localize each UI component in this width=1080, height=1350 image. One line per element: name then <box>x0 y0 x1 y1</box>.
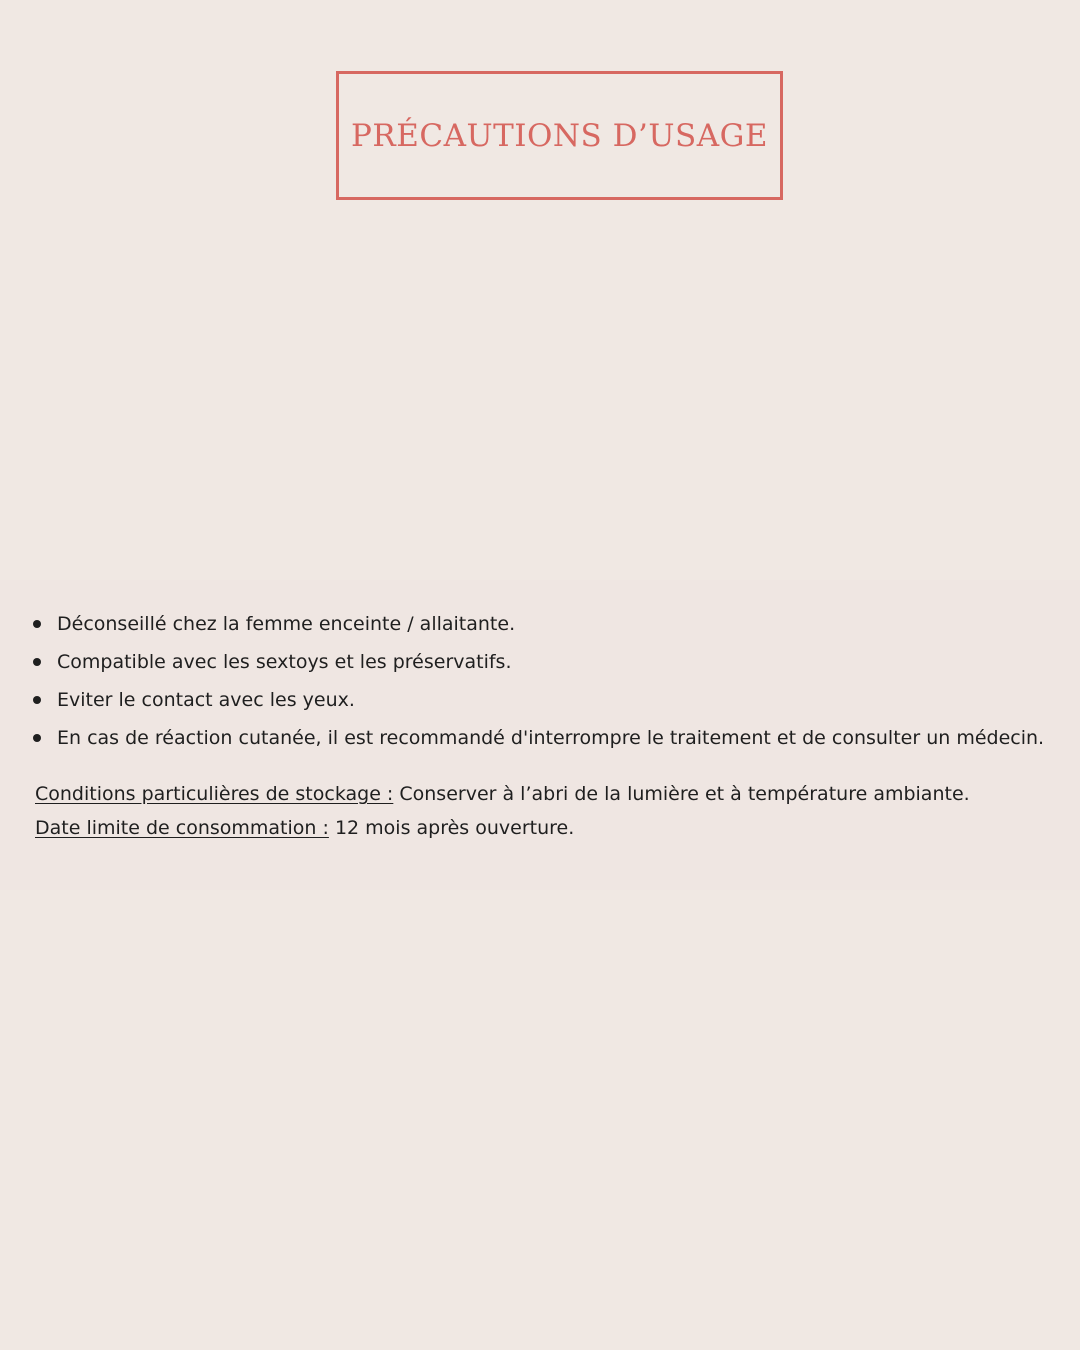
storage-info <box>35 777 970 845</box>
list-item-text: Eviter le contact avec les yeux. <box>57 689 355 711</box>
bullet-icon <box>33 696 41 704</box>
bullet-icon <box>33 620 41 628</box>
precautions-list <box>0 605 1080 757</box>
storage-text: Conserver à l’abri de la lumière et à température ambiante. <box>393 783 970 805</box>
expiry-text: 12 mois après ouverture. <box>328 817 575 839</box>
list-item <box>0 643 1080 681</box>
page-title: PRÉCAUTIONS D’USAGE <box>351 117 768 154</box>
storage-label: Conditions particulières de stockage : <box>35 783 394 805</box>
list-item <box>0 605 1080 643</box>
list-item-text: En cas de réaction cutanée, il est recommandé d'interrompre le traitement et de consulter un médecin. <box>57 727 1045 749</box>
title-frame <box>336 71 783 200</box>
list-item <box>0 719 1080 757</box>
expiry-label: Date limite de consommation : <box>35 817 329 839</box>
list-item-text: Déconseillé chez la femme enceinte / allaitante. <box>57 613 516 635</box>
storage-conditions <box>35 777 970 811</box>
list-item-text: Compatible avec les sextoys et les préservatifs. <box>57 651 512 673</box>
expiry-info <box>35 811 970 845</box>
list-item <box>0 681 1080 719</box>
bullet-icon <box>33 734 41 742</box>
bullet-icon <box>33 658 41 666</box>
